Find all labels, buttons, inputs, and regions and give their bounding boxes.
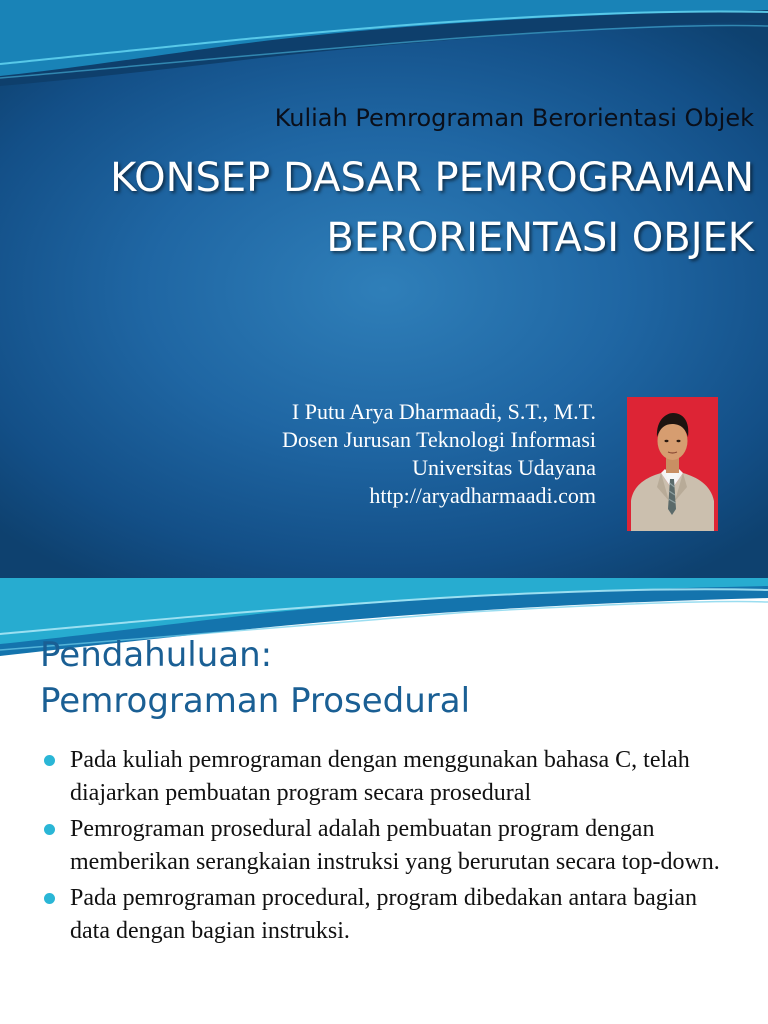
bullet-dot-icon <box>44 755 55 766</box>
content-slide <box>0 578 768 1024</box>
author-info <box>156 398 596 510</box>
bullet-item <box>40 744 740 810</box>
bullet-dot-icon <box>44 893 55 904</box>
bullet-item <box>40 813 740 879</box>
bullet-text: Pada kuliah pemrograman dengan menggunakan bahasa C, telah diajarkan pembuatan program secara prosedural <box>70 747 690 806</box>
bullet-list <box>40 744 740 951</box>
section-title <box>40 632 740 724</box>
section-title-line-1: Pendahuluan: <box>40 635 273 675</box>
author-position: Dosen Jurusan Teknologi Informasi <box>282 427 596 452</box>
top-wave-decoration <box>0 0 768 110</box>
main-title-line-2: BERORIENTASI OBJEK <box>326 215 754 261</box>
bullet-dot-icon <box>44 824 55 835</box>
deck-title: Kuliah Pemrograman Berorientasi Objek <box>274 104 754 132</box>
author-website: http://aryadharmaadi.com <box>369 483 596 508</box>
main-title <box>14 148 754 268</box>
section-title-line-2: Pemrograman Prosedural <box>40 681 471 721</box>
person-portrait-icon <box>627 397 718 531</box>
author-name: I Putu Arya Dharmaadi, S.T., M.T. <box>291 399 596 424</box>
bullet-item <box>40 882 740 948</box>
author-university: Universitas Udayana <box>412 455 596 480</box>
main-title-line-1: KONSEP DASAR PEMROGRAMAN <box>110 155 754 201</box>
bullet-text: Pemrograman prosedural adalah pembuatan program dengan memberikan serangkaian instruksi yang berurutan secara top-down. <box>70 816 720 875</box>
author-photo <box>627 397 718 531</box>
bullet-text: Pada pemrograman procedural, program dibedakan antara bagian data dengan bagian instruksi. <box>70 885 698 944</box>
